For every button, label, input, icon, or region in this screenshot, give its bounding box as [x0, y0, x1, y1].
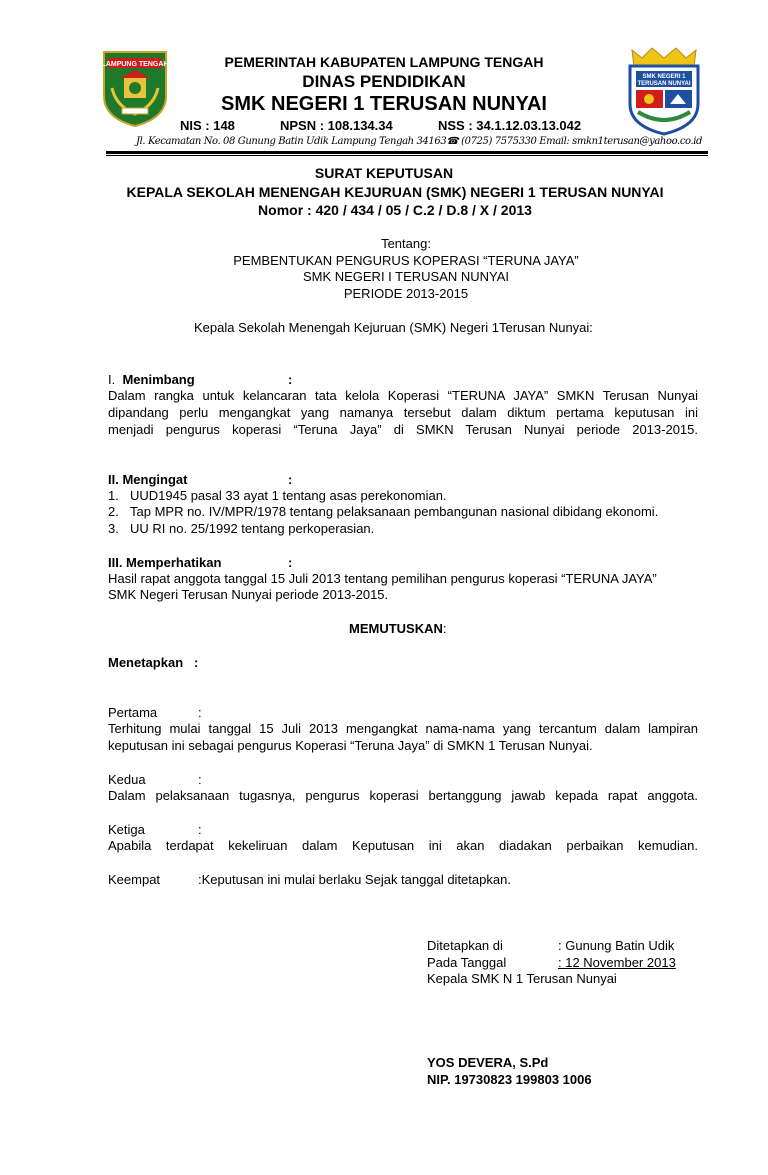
jabatan: Kepala SMK N 1 Terusan Nunyai: [427, 971, 617, 986]
school-address: Jl. Kecamatan No. 08 Gunung Batin Udik Lampung Tengah 34163☎ (0725) 7575330 Email: smkn1terusan@yahoo.co.id: [136, 136, 703, 147]
kedua-line-1: Dalam pelaksanaan tugasnya, pengurus koperasi bertanggung jawab kepada rapat anggota.: [108, 788, 698, 803]
pertama-colon: :: [198, 705, 202, 720]
letterhead-rule: [106, 151, 708, 154]
menetapkan-colon: :: [193, 655, 199, 670]
tentang-line-1: PEMBENTUKAN PENGURUS KOPERASI “TERUNA JAYA”: [233, 253, 579, 268]
mengingat-item: [108, 520, 374, 537]
item-text: UU RI no. 25/1992 tentang perkoperasian.: [130, 521, 375, 536]
memutuskan-label: MEMUTUSKAN: [349, 621, 443, 636]
ditetapkan-label: Ditetapkan di: [427, 938, 503, 953]
letterhead-line-2: DINAS PENDIDIKAN: [302, 72, 466, 91]
item-number: 3.: [108, 521, 119, 536]
menimbang-colon: :: [288, 372, 293, 387]
pertama-line-2: keputusan ini sebagai pengurus Koperasi “Teruna Jaya” di SMKN 1 Terusan Nunyai.: [108, 738, 593, 753]
ketiga-label: Ketiga: [108, 822, 145, 837]
menimbang-line-3: menjadi pengurus koperasi “Teruna Jaya” di SMKN Terusan Nunyai periode 2013-2015.: [108, 422, 698, 437]
mengingat-label: II. Mengingat: [108, 472, 188, 487]
item-number: 1.: [108, 488, 119, 503]
kedua-label: Kedua: [108, 772, 146, 787]
memperhatikan-line-1: Hasil rapat anggota tanggal 15 Juli 2013 tentang pemilihan pengurus koperasi “TERUNA JAYA”: [108, 571, 657, 586]
item-number: 2.: [108, 504, 119, 519]
pertama-label: Pertama: [108, 705, 158, 720]
logo-right-text-1: SMK NEGERI 1: [642, 74, 686, 80]
memperhatikan-label: III. Memperhatikan: [108, 555, 222, 570]
menimbang-label: Menimbang: [122, 372, 195, 387]
npsn: NPSN : 108.134.34: [280, 118, 393, 133]
memutuskan-colon: :: [442, 621, 447, 636]
tentang-line-3: PERIODE 2013-2015: [343, 286, 469, 301]
mengingat-item: [108, 487, 447, 504]
tanggal-row: [427, 954, 687, 971]
document-subtitle: KEPALA SEKOLAH MENENGAH KEJURUAN (SMK) NEGERI 1 TERUSAN NUNYAI: [126, 184, 664, 200]
tentang-label: Tentang:: [381, 236, 431, 251]
ketiga-line-1: Apabila terdapat kekeliruan dalam Keputusan ini akan diadakan perbaikan kemudian.: [108, 838, 698, 853]
memperhatikan-line-2: SMK Negeri Terusan Nunyai periode 2013-2015.: [108, 587, 389, 602]
opening-text: Kepala Sekolah Menengah Kejuruan (SMK) Negeri 1Terusan Nunyai:: [194, 320, 593, 335]
menimbang-num: I.: [108, 372, 116, 387]
menimbang-line-2: dipandang perlu mengangkat yang namanya tersebut dalam diktum pertama keputusan ini: [108, 405, 698, 420]
keempat-text: :Keputusan ini mulai berlaku Sejak tanggal ditetapkan.: [198, 872, 511, 887]
document-number: Nomor : 420 / 434 / 05 / C.2 / D.8 / X / 2013: [258, 202, 532, 218]
mengingat-colon: :: [288, 472, 293, 487]
school-codes: [180, 118, 581, 133]
tanggal-value: : 12 November 2013: [558, 955, 676, 970]
document-title: SURAT KEPUTUSAN: [314, 165, 454, 181]
letterhead-line-1: PEMERINTAH KABUPATEN LAMPUNG TENGAH: [224, 54, 544, 70]
signatory-nip: NIP. 19730823 199803 1006: [427, 1072, 592, 1087]
kedua-colon: :: [198, 772, 202, 787]
pertama-line-1: Terhitung mulai tanggal 15 Juli 2013 mengangkat nama-nama yang tercantum dalam lampiran: [108, 721, 698, 736]
menimbang-line-1: Dalam rangka untuk kelancaran tata kelola Koperasi “TERUNA JAYA” SMKN Terusan Nunyai: [108, 388, 698, 403]
item-text: Tap MPR no. IV/MPR/1978 tentang pelaksanaan pembangunan nasional dibidang ekonomi.: [130, 504, 659, 519]
ditetapkan-value: : Gunung Batin Udik: [558, 938, 675, 953]
signatory-name: YOS DEVERA, S.Pd: [427, 1055, 549, 1070]
memperhatikan-colon: :: [288, 555, 293, 570]
menetapkan-heading: [108, 654, 198, 671]
item-text: UUD1945 pasal 33 ayat 1 tentang asas perekonomian.: [130, 488, 447, 503]
menimbang-heading: [108, 371, 195, 388]
nis: NIS : 148: [180, 118, 235, 133]
mengingat-item: [108, 503, 658, 520]
tanggal-label: Pada Tanggal: [427, 955, 507, 970]
keempat-label: Keempat: [108, 872, 161, 887]
letterhead-rule-thin: [106, 155, 708, 156]
nss: NSS : 34.1.12.03.13.042: [438, 118, 582, 133]
tentang-line-2: SMK NEGERI I TERUSAN NUNYAI: [302, 269, 510, 284]
letterhead-line-3: SMK NEGERI 1 TERUSAN NUNYAI: [221, 93, 547, 115]
memutuskan-heading: [349, 620, 447, 637]
menetapkan-label: Menetapkan: [108, 655, 184, 670]
logo-left-text: LAMPUNG TENGAH: [101, 61, 169, 68]
logo-right-text-2: TERUSAN NUNYAI: [637, 81, 691, 87]
ketiga-colon: :: [198, 822, 202, 837]
